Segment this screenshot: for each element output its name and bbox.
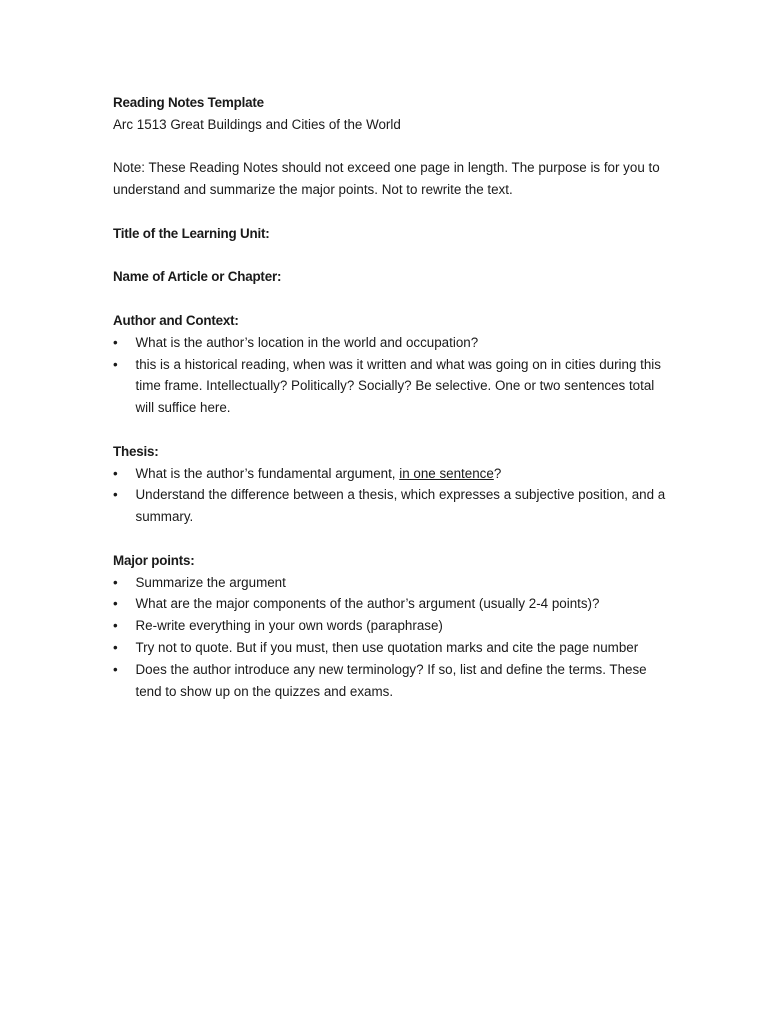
document-page <box>113 92 673 702</box>
list-item <box>113 484 673 528</box>
list-item <box>113 593 673 615</box>
list-item <box>113 615 673 637</box>
course-name: Arc 1513 Great Buildings and Cities of the World <box>113 116 401 132</box>
list-item-text: What is the author’s fundamental argument, <box>135 465 400 481</box>
bullet-icon: • <box>113 465 118 481</box>
list-item <box>113 332 673 354</box>
list-item <box>113 572 673 594</box>
list-item-text: Re-write everything in your own words (paraphrase) <box>135 618 443 634</box>
note-paragraph: Note: These Reading Notes should not exceed one page in length. The purpose is for you to understand and summarize the major points. Not to rewrite the text. <box>113 160 660 198</box>
list-item-text: this is a historical reading, when was it written and what was going on in cities during this time frame. Intellectually? Politically? Socially? Be selective. One or two sentences total will suffice here. <box>135 356 661 416</box>
spacer <box>113 288 673 310</box>
bullet-icon: • <box>113 334 118 350</box>
author-context-heading: Author and Context: <box>113 312 239 328</box>
spacer <box>113 136 673 158</box>
list-item-text: What is the author’s location in the world and occupation? <box>135 334 479 350</box>
spacer <box>113 419 673 441</box>
list-item <box>113 463 673 485</box>
thesis-list <box>113 463 673 528</box>
bullet-icon: • <box>113 487 118 503</box>
list-item <box>113 354 673 419</box>
list-item-text: Does the author introduce any new terminology? If so, list and define the terms. These tend to show up on the quizzes and exams. <box>135 661 647 699</box>
bullet-icon: • <box>113 356 118 372</box>
list-item-text: Try not to quote. But if you must, then use quotation marks and cite the page number <box>135 639 639 655</box>
thesis-heading: Thesis: <box>113 443 159 459</box>
underlined-phrase: in one sentence <box>399 465 494 481</box>
list-item-text: What are the major components of the author’s argument (usually 2-4 points)? <box>135 596 600 612</box>
list-item <box>113 659 673 703</box>
spacer <box>113 245 673 267</box>
article-heading: Name of Article or Chapter: <box>113 269 282 285</box>
list-item-text: ? <box>493 465 502 481</box>
list-item-text: Summarize the argument <box>135 574 286 590</box>
bullet-icon: • <box>113 661 118 677</box>
learning-unit-heading: Title of the Learning Unit: <box>113 225 270 241</box>
list-item <box>113 637 673 659</box>
bullet-icon: • <box>113 639 118 655</box>
author-context-list <box>113 332 673 419</box>
major-points-heading: Major points: <box>113 552 195 568</box>
spacer <box>113 201 673 223</box>
bullet-icon: • <box>113 618 118 634</box>
document-title: Reading Notes Template <box>113 95 264 110</box>
major-points-list <box>113 572 673 703</box>
spacer <box>113 528 673 550</box>
bullet-icon: • <box>113 574 118 590</box>
list-item-text: Understand the difference between a thesis, which expresses a subjective position, and a summary. <box>135 487 666 525</box>
bullet-icon: • <box>113 596 118 612</box>
